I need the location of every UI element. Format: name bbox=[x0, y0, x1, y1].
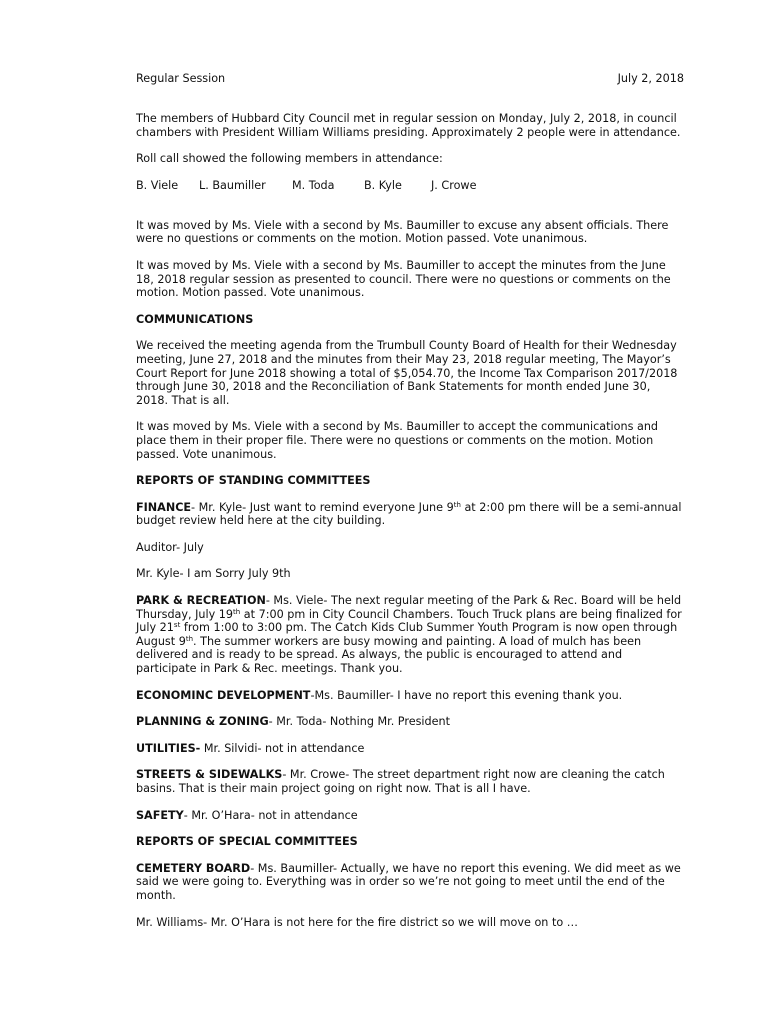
minutes-body bbox=[136, 72, 684, 942]
utilities-report: UTILITIES- Mr. Silvidi- not in attendance bbox=[136, 741, 365, 755]
planning-zoning-report: PLANNING & ZONING- Mr. Toda- Nothing Mr. President bbox=[136, 715, 450, 729]
economic-development-report: ECONOMINC DEVELOPMENT-Ms. Baumiller- I have no report this evening thank you. bbox=[136, 688, 623, 702]
park-recreation-report: PARK & RECREATION- Ms. Viele- The next regular meeting of the Park & Rec. Board will be held Thursday, July 19th at 7:00 pm in City Council Chambers. Touch Truck plans are being finalized for July 21st from 1:00 to 3:00 pm. The Catch Kids Club Summer Youth Program is now open through August 9th. The summer workers are busy mowing and painting. A load of mulch has been delivered and is ready to be spread. As always, the public is encouraged to attend and participate in Park & Rec. meetings. Thank you. bbox=[136, 594, 682, 676]
members-list bbox=[136, 179, 684, 195]
motion-minutes-paragraph: It was moved by Ms. Viele with a second by Ms. Baumiller to accept the minutes from the June 18, 2018 regular session as presented to council. There were no questions or comments on the motion. Motion passed. Vote unanimous. bbox=[136, 258, 671, 300]
intro-paragraph: The members of Hubbard City Council met in regular session on Monday, July 2, 2018, in council chambers with President William Williams presiding. Approximately 2 people were in attendance. bbox=[136, 112, 681, 139]
auditor-line: Auditor- July bbox=[136, 540, 204, 554]
communications-motion-paragraph: It was moved by Ms. Viele with a second by Ms. Baumiller to accept the communications and place them in their proper file. There were no questions or comments on the motion. Motion passed. Vote unanimous. bbox=[136, 420, 659, 461]
member-name: B. Viele bbox=[136, 178, 179, 192]
finance-report: FINANCE- Mr. Kyle- Just want to remind everyone June 9th at 2:00 pm there will be a semi-annual budget review held here at the city building. bbox=[136, 500, 682, 528]
communications-heading: COMMUNICATIONS bbox=[136, 312, 254, 326]
page-header bbox=[136, 72, 684, 88]
member-name: B. Kyle bbox=[364, 178, 402, 192]
motion-excuse-paragraph: It was moved by Ms. Viele with a second by Ms. Baumiller to excuse any absent officials. There were no questions or comments on the motion. Motion passed. Vote unanimous. bbox=[136, 218, 669, 246]
williams-line: Mr. Williams- Mr. O’Hara is not here for the fire district so we will move on to … bbox=[136, 915, 578, 929]
session-label: Regular Session bbox=[136, 72, 226, 85]
member-name: M. Toda bbox=[292, 178, 335, 192]
member-name: J. Crowe bbox=[431, 178, 477, 192]
communications-paragraph: We received the meeting agenda from the Trumbull County Board of Health for their Wednesday meeting, June 27, 2018 and the minutes from their May 23, 2018 regular meeting, The Mayor’s Court Report for June 2018 showing a total of $5,054.70, the Income Tax Comparison 2017/2018 through June 30, 2018 and the Reconciliation of Bank Statements for month ended June 30, 2018. That is all. bbox=[136, 339, 678, 407]
cemetery-board-report: CEMETERY BOARD- Ms. Baumiller- Actually, we have no report this evening. We did meet as we said we were going to. Everything was in order so we’re not going to meet until the end of the month. bbox=[136, 861, 681, 902]
session-date: July 2, 2018 bbox=[617, 72, 684, 85]
standing-committees-heading: REPORTS OF STANDING COMMITTEES bbox=[136, 474, 371, 488]
special-committees-heading: REPORTS OF SPECIAL COMMITTEES bbox=[136, 835, 358, 849]
member-name: L. Baumiller bbox=[199, 178, 266, 192]
roll-call-paragraph: Roll call showed the following members in attendance: bbox=[136, 152, 443, 166]
safety-report: SAFETY- Mr. O’Hara- not in attendance bbox=[136, 808, 358, 822]
streets-sidewalks-report: STREETS & SIDEWALKS- Mr. Crowe- The street department right now are cleaning the catch basins. That is their main project going on right now. That is all I have. bbox=[136, 768, 665, 795]
kyle-line: Mr. Kyle- I am Sorry July 9th bbox=[136, 567, 291, 581]
